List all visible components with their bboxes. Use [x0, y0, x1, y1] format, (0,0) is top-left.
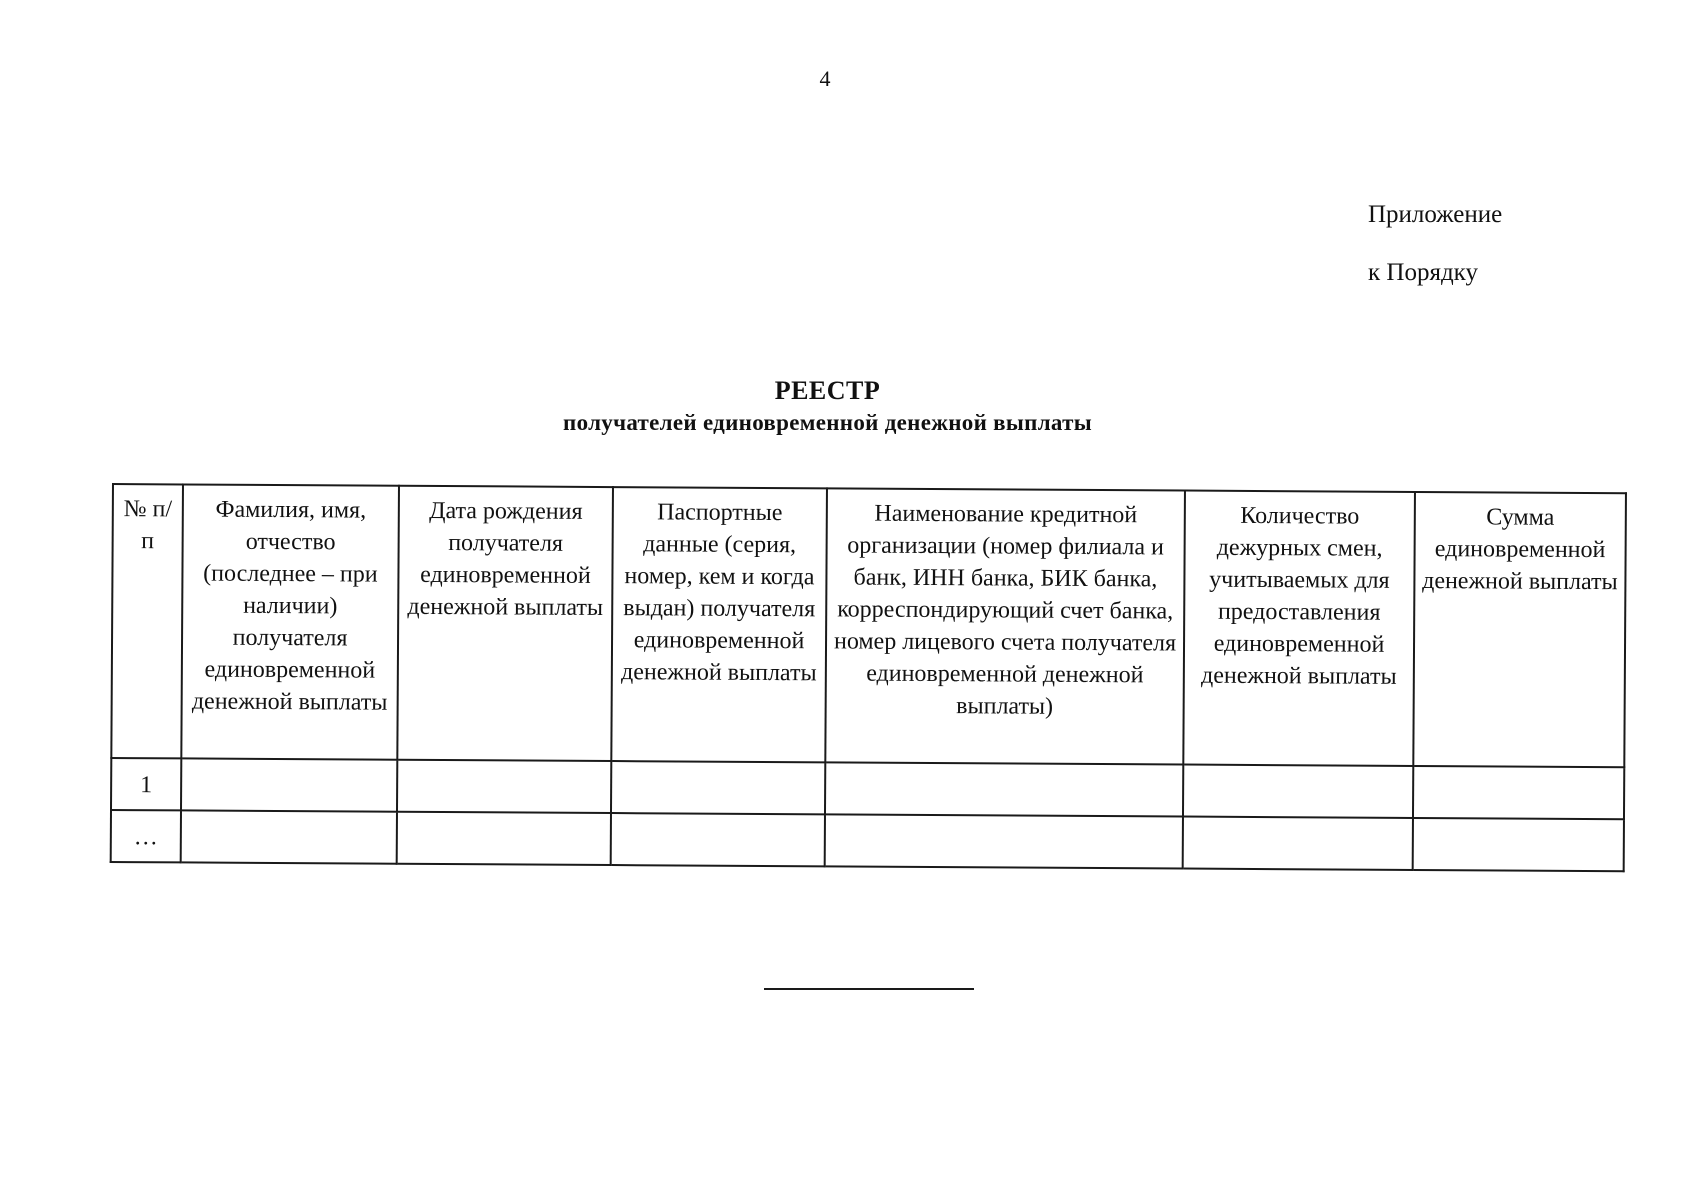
column-header-number: № п/п: [111, 484, 183, 758]
table-cell: [397, 812, 611, 865]
document-title: РЕЕСТР: [774, 376, 881, 405]
appendix-line-2: к Порядку: [1368, 259, 1478, 286]
table-cell: [611, 761, 825, 814]
table-cell: [825, 814, 1183, 868]
appendix-note: [1368, 186, 1502, 302]
table-cell: [825, 762, 1183, 816]
table-cell: [181, 810, 397, 863]
document-heading: [0, 374, 1655, 438]
table-cell: [1183, 817, 1413, 870]
column-header-credit-organization: Наименование кредитной организации (номер филиала и банк, ИНН банка, БИК банка, корреспондирующий счет банка, номер лицевого счета получателя единовременной денежной выплаты): [825, 488, 1185, 764]
column-header-amount: Сумма единовременной денежной выплаты: [1413, 492, 1626, 767]
column-header-shift-count: Количество дежурных смен, учитываемых для предоставления единовременной денежной выплаты: [1183, 491, 1415, 766]
column-header-full-name: Фамилия, имя, отчество (последнее – при наличии) получателя единовременной денежной выплаты: [181, 484, 399, 759]
table-cell: [1183, 765, 1413, 818]
column-header-passport: Паспортные данные (серия, номер, кем и когда выдан) получателя единовременной денежной выплаты: [611, 487, 827, 762]
table-row: [111, 758, 1624, 819]
table-cell: [181, 758, 397, 811]
table-cell: [611, 813, 825, 866]
table-cell: [397, 760, 611, 813]
table-cell: [1413, 766, 1624, 819]
table-cell-number: 1: [111, 758, 181, 810]
table-cell-number: …: [111, 810, 181, 862]
column-header-birth-date: Дата рождения получателя единовременной денежной выплаты: [397, 486, 613, 761]
appendix-line-1: Приложение: [1368, 201, 1503, 228]
table-cell: [1413, 818, 1624, 871]
registry-table: [110, 483, 1627, 872]
document-subtitle: получателей единовременной денежной выплаты: [563, 410, 1092, 435]
table-header-row: [111, 484, 1626, 767]
page-number: 4: [819, 66, 831, 91]
table-row: [111, 810, 1624, 871]
closing-rule: [764, 988, 974, 990]
